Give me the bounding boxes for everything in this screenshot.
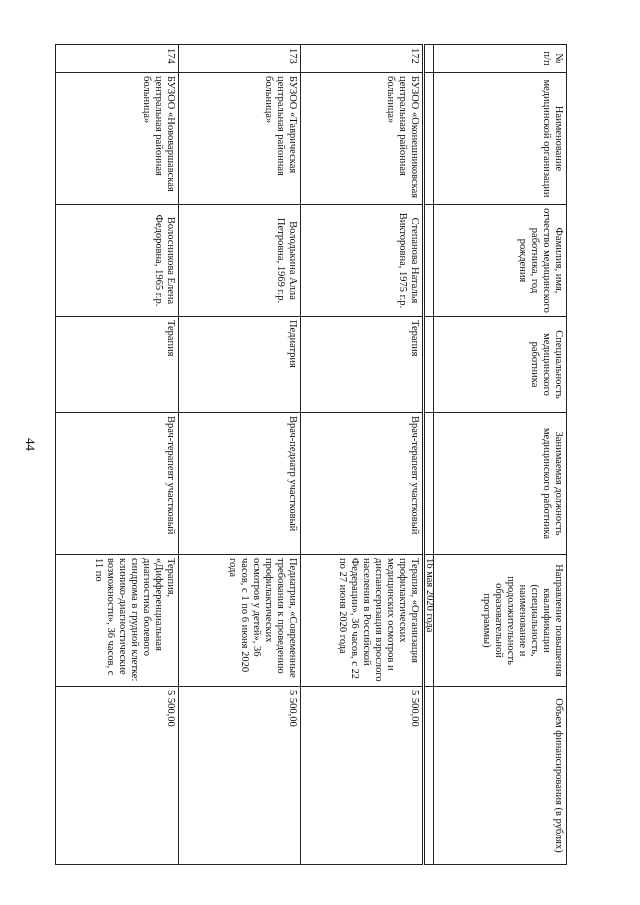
table-row: [56, 45, 179, 865]
rotated-table-container: [55, 44, 567, 864]
header-fio: Фамилия, имя, отчество медицинского работника, год рождения: [434, 205, 567, 317]
table-header-row: [434, 45, 567, 865]
row-position: Врач-терапевт участковый: [56, 413, 179, 555]
row-training: Терапия, «Организация профилактических медицинских осмотров и диспансеризация взрослого населения в Российской Федерации», 36 часов, с 22 по 27 июня 2020 года: [301, 555, 424, 687]
row-position: Врач-терапевт участковый: [301, 413, 424, 555]
header-num: № п/п: [434, 45, 567, 73]
row-fio: Володькина Алла Петровна, 1969 г.р.: [178, 205, 301, 317]
row-org: БУЗОО «Таврическая центральная районная больница»: [178, 73, 301, 205]
row-num: 172: [301, 45, 424, 73]
workers-table: [55, 44, 567, 865]
header-org: Наименование медицинской организации: [434, 73, 567, 205]
table-row: [178, 45, 301, 865]
row-fio: Степанова Наталья Викторовна, 1975 г.р.: [301, 205, 424, 317]
row-amount: 5 500,00: [301, 687, 424, 865]
carryover-text: 16 мая 2020 года: [424, 555, 434, 687]
row-num: 173: [178, 45, 301, 73]
header-training: Направление повышения квалификации (специальность, наименование и продолжительность образовательной программы): [434, 555, 567, 687]
carryover-row: [424, 45, 434, 865]
row-training: Педиатрия, «Современные требования к проведению профилактических осмотров у детей», 36 часов, с 1 по 6 июня 2020 года: [178, 555, 301, 687]
table-row: [301, 45, 424, 865]
row-specialty: Педиатрия: [178, 317, 301, 413]
row-amount: 5 500,00: [178, 687, 301, 865]
row-fio: Волосникова Елена Федоровна, 1965 г.р.: [56, 205, 179, 317]
row-specialty: Терапия: [301, 317, 424, 413]
header-specialty: Специальность медицинского работника: [434, 317, 567, 413]
row-amount: 5 500,00: [56, 687, 179, 865]
row-position: Врач-педиатр участковый: [178, 413, 301, 555]
page-number: 44: [23, 438, 38, 451]
row-num: 174: [56, 45, 179, 73]
row-training: Терапия, «Дифференциальная диагностика болевого синдрома в грудной клетке: клинико-диагностические возможности», 36 часов, с 11 по: [56, 555, 179, 687]
row-org: БУЗОО «Нововаршавская центральная районная больница»: [56, 73, 179, 205]
header-position: Занимаемая должность медицинского работника: [434, 413, 567, 555]
row-org: БУЗОО «Оконешниковская центральная районная больница»: [301, 73, 424, 205]
header-amount: Объем финансирования (в рублях): [434, 687, 567, 865]
row-specialty: Терапия: [56, 317, 179, 413]
